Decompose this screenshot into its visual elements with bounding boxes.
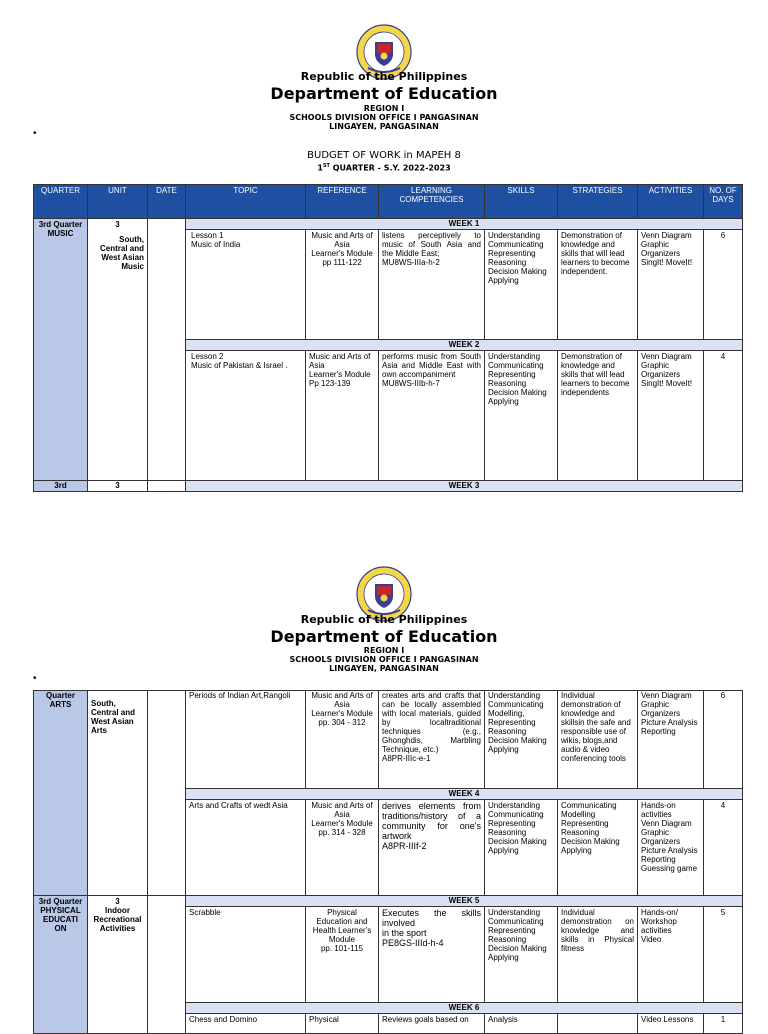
col-topic: TOPIC — [186, 185, 306, 219]
competency-cell: Executes the skills involved in the sport PE8GS-IIId-h-4 — [379, 907, 485, 1003]
division-line: SCHOOLS DIVISION OFFICE I PANGASINAN — [289, 113, 479, 122]
table-row — [34, 219, 743, 230]
strategies-cell: Individual demonstration of knowledge and skillsin the safe and responsible use of wikis, blogs,and audio & video conferencing tools — [558, 691, 638, 789]
table-row — [34, 481, 743, 492]
republic-line: Republic of the Philippines — [300, 70, 468, 83]
col-strategies: STRATEGIES — [558, 185, 638, 219]
quarter-line: 1ST QUARTER - S.Y. 2022-2023 — [317, 163, 451, 173]
reference-cell: Music and Arts of Asia Learner's Module pp. 314 - 328 — [306, 800, 379, 896]
topic-cell: Arts and Crafts of wedt Asia — [186, 800, 306, 896]
competency-cell: creates arts and crafts that can be locally assembled with local materials, guided by localtraditional techniques (e.g., Ghonghdis, Marbling Technique, etc.) A8PR-IIIc-e-1 — [379, 691, 485, 789]
competency-cell: listens perceptively to music of South Asia and the Middle East; MU8WS-IIIa-h-2 — [379, 230, 485, 340]
days-cell: 4 — [704, 800, 743, 896]
reference-cell: Music and Arts of Asia Learner's Module pp 111-122 — [306, 230, 379, 340]
topic-cell: Scrabble — [186, 907, 306, 1003]
days-cell: 4 — [704, 351, 743, 481]
location-line: LINGAYEN, PANGASINAN — [329, 122, 439, 131]
competency-cell: performs music from South Asia and Middle East with own accompaniment MU8WS-IIIb-h-7 — [379, 351, 485, 481]
days-cell: 5 — [704, 907, 743, 1003]
topic-cell: Lesson 1 Music of India — [186, 230, 306, 340]
table-row — [34, 896, 743, 907]
bullet: • — [33, 673, 37, 684]
unit-cell: South, Central and West Asian Arts — [88, 691, 148, 896]
unit-cell: 3 — [88, 481, 148, 492]
region-line: REGION I — [363, 104, 405, 113]
week-label: WEEK 1 — [186, 219, 743, 230]
activities-cell: Venn Diagram Graphic Organizers SingIt! MoveIt! — [638, 230, 704, 340]
skills-cell: Understanding Communicating Representing Reasoning Decision Making Applying — [485, 800, 558, 896]
bow-table-page2 — [33, 690, 743, 1034]
quarter-cell: 3rd — [34, 481, 88, 492]
republic-line: Republic of the Philippines — [300, 613, 468, 626]
table-header-row — [34, 185, 743, 219]
skills-cell: Understanding Communicating Representing Reasoning Decision Making Applying — [485, 907, 558, 1003]
strategies-cell: Individual demonstration on knowledge and skills in Physical fitness — [558, 907, 638, 1003]
date-cell — [148, 691, 186, 896]
location-line: LINGAYEN, PANGASINAN — [329, 664, 439, 673]
topic-cell: Periods of Indian Art,Rangoli — [186, 691, 306, 789]
activities-cell: Venn Diagram Graphic Organizers Picture Analysis Reporting — [638, 691, 704, 789]
reference-cell: Music and Arts of Asia Learner's Module Pp 123-139 — [306, 351, 379, 481]
week-label: WEEK 5 — [186, 896, 743, 907]
reference-cell: Physical — [306, 1014, 379, 1034]
col-activities: ACTIVITIES — [638, 185, 704, 219]
department-title: Department of Education — [270, 84, 498, 103]
region-line: REGION I — [363, 646, 405, 655]
quarter-cell: 3rd Quarter MUSIC — [34, 219, 88, 481]
unit-cell: 3 Indoor Recreational Activities — [88, 896, 148, 1034]
col-days: NO. OF DAYS — [704, 185, 743, 219]
unit-cell: 3 South, Central and West Asian Music — [88, 219, 148, 481]
bow-table-page1 — [33, 184, 743, 492]
topic-cell: Chess and Domino — [186, 1014, 306, 1034]
col-quarter: QUARTER — [34, 185, 88, 219]
date-cell — [148, 896, 186, 1034]
days-cell: 6 — [704, 691, 743, 789]
quarter-cell: 3rd Quarter PHYSICAL EDUCATI ON — [34, 896, 88, 1034]
col-date: DATE — [148, 185, 186, 219]
skills-cell: Analysis — [485, 1014, 558, 1034]
col-unit: UNIT — [88, 185, 148, 219]
activities-cell: Hands-on activities Venn Diagram Graphic Organizers Picture Analysis Reporting Guessing game — [638, 800, 704, 896]
division-line: SCHOOLS DIVISION OFFICE I PANGASINAN — [289, 655, 479, 664]
col-reference: REFERENCE — [306, 185, 379, 219]
date-cell — [148, 481, 186, 492]
reference-cell: Music and Arts of Asia Learner's Module pp. 304 - 312 — [306, 691, 379, 789]
week-label: WEEK 4 — [186, 789, 743, 800]
table-row — [34, 691, 743, 789]
week-label: WEEK 3 — [186, 481, 743, 492]
days-cell: 1 — [704, 1014, 743, 1034]
days-cell: 6 — [704, 230, 743, 340]
skills-cell: Understanding Communicating Representing Reasoning Decision Making Applying — [485, 230, 558, 340]
strategies-cell: Demonstration of knowledge and skills that will lead learners to become independents — [558, 351, 638, 481]
reference-cell: Physical Education and Health Learner's Module pp. 101-115 — [306, 907, 379, 1003]
strategies-cell: Communicating Modelling Representing Reasoning Decision Making Applying — [558, 800, 638, 896]
competency-cell: Reviews goals based on — [379, 1014, 485, 1034]
quarter-cell: Quarter ARTS — [34, 691, 88, 896]
activities-cell: Video Lessons — [638, 1014, 704, 1034]
strategies-cell: Demonstration of knowledge and skills that will lead learners to become independent. — [558, 230, 638, 340]
competency-cell: derives elements from traditions/history of a community for one's artwork A8PR-IIIf-2 — [379, 800, 485, 896]
skills-cell: Understanding Communicating Modelling, Representing Reasoning Decision Making Applying — [485, 691, 558, 789]
department-title: Department of Education — [270, 627, 498, 646]
skills-cell: Understanding Communicating Representing Reasoning Decision Making Applying — [485, 351, 558, 481]
topic-cell: Lesson 2 Music of Pakistan & Israel . — [186, 351, 306, 481]
bullet: • — [33, 128, 37, 139]
activities-cell: Venn Diagram Graphic Organizers SingIt! MoveIt! — [638, 351, 704, 481]
activities-cell: Hands-on/ Workshop activities Video — [638, 907, 704, 1003]
date-cell — [148, 219, 186, 481]
bow-title: BUDGET OF WORK in MAPEH 8 — [307, 150, 461, 161]
week-label: WEEK 6 — [186, 1003, 743, 1014]
col-competencies: LEARNING COMPETENCIES — [379, 185, 485, 219]
week-label: WEEK 2 — [186, 340, 743, 351]
col-skills: SKILLS — [485, 185, 558, 219]
